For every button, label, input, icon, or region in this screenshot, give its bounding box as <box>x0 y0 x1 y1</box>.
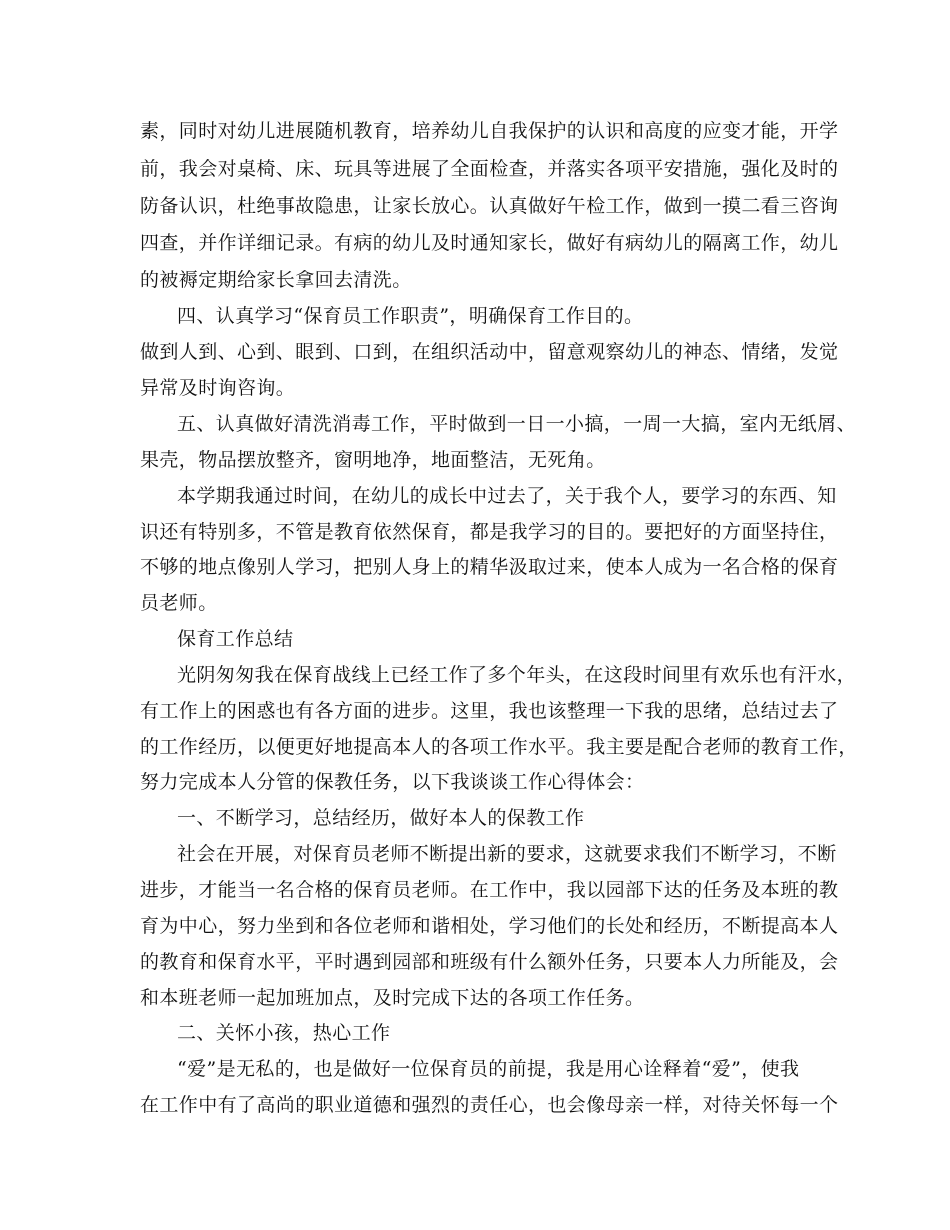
paragraph-line: 四查，并作详细记录。有病的幼儿及时通知家长，做好有病幼儿的隔离工作，幼儿 <box>140 232 839 254</box>
paragraph-line: 在工作中有了高尚的职业道德和强烈的责任心，也会像母亲一样，对待关怀每一个 <box>140 1094 839 1116</box>
paragraph-line: 果壳，物品摆放整齐，窗明地净，地面整洁，无死角。 <box>140 449 606 471</box>
paragraph-line: 不够的地点像别人学习，把别人身上的精华汲取过来，使本人成为一名合格的保育 <box>140 556 839 578</box>
paragraph-line: 的教育和保育水平，平时遇到园部和班级有什么额外任务，只要本人力所能及，会 <box>140 951 839 973</box>
section-heading-1: 一、不断学习，总结经历，做好本人的保教工作 <box>177 807 585 829</box>
section-heading-4: 四、认真学习“保育员工作职责”，明确保育工作目的。 <box>177 305 644 327</box>
document-title: 保育工作总结 <box>177 628 294 650</box>
paragraph-line: 前，我会对桌椅、床、玩具等进展了全面检查，并落实各项平安措施，强化及时的 <box>140 158 839 180</box>
paragraph-line: 光阴匆匆我在保育战线上已经工作了多个年头，在这段时间里有欢乐也有汗水， <box>177 664 857 686</box>
paragraph-line: 的工作经历，以便更好地提高本人的各项工作水平。我主要是配合老师的教育工作， <box>140 736 858 758</box>
paragraph-line: 努力完成本人分管的保教任务，以下我谈谈工作心得体会： <box>140 771 645 793</box>
paragraph-line: 异常及时询咨询。 <box>140 377 296 399</box>
paragraph-line: 有工作上的困惑也有各方面的进步。这里，我也该整理一下我的思绪，总结过去了 <box>140 700 839 722</box>
paragraph-line: 识还有特别多，不管是教育依然保育，都是我学习的目的。要把好的方面坚持住， <box>140 521 839 543</box>
paragraph-line: “爱”是无私的，也是做好一位保育员的前提，我是用心诠释着“爱”，使我 <box>177 1058 800 1080</box>
paragraph-line: 防备认识，杜绝事故隐患，让家长放心。认真做好午检工作，做到一摸二看三咨询 <box>140 195 839 217</box>
paragraph-line: 员老师。 <box>140 592 218 614</box>
paragraph-line: 素，同时对幼儿进展随机教育，培养幼儿自我保护的认识和高度的应变才能，开学 <box>140 120 839 142</box>
paragraph-line: 和本班老师一起加班加点，及时完成下达的各项工作任务。 <box>140 987 645 1009</box>
paragraph-line: 进步，才能当一名合格的保育员老师。在工作中，我以园部下达的任务及本班的教 <box>140 879 839 901</box>
section-heading-2: 二、关怀小孩，热心工作 <box>177 1022 391 1044</box>
paragraph-line: 育为中心，努力坐到和各位老师和谐相处，学习他们的长处和经历，不断提高本人 <box>140 915 839 937</box>
paragraph-line: 社会在开展，对保育员老师不断提出新的要求，这就要求我们不断学习，不断 <box>177 843 837 865</box>
section-heading-5: 五、认真做好清洗消毒工作，平时做到一日一小搞，一周一大搞，室内无纸屑、 <box>177 413 857 435</box>
paragraph-line: 做到人到、心到、眼到、口到，在组织活动中，留意观察幼儿的神态、情绪，发觉 <box>140 341 839 363</box>
paragraph-line: 的被褥定期给家长拿回去清洗。 <box>140 269 412 291</box>
paragraph-line: 本学期我通过时间，在幼儿的成长中过去了，关于我个人，要学习的东西、知 <box>177 485 837 507</box>
